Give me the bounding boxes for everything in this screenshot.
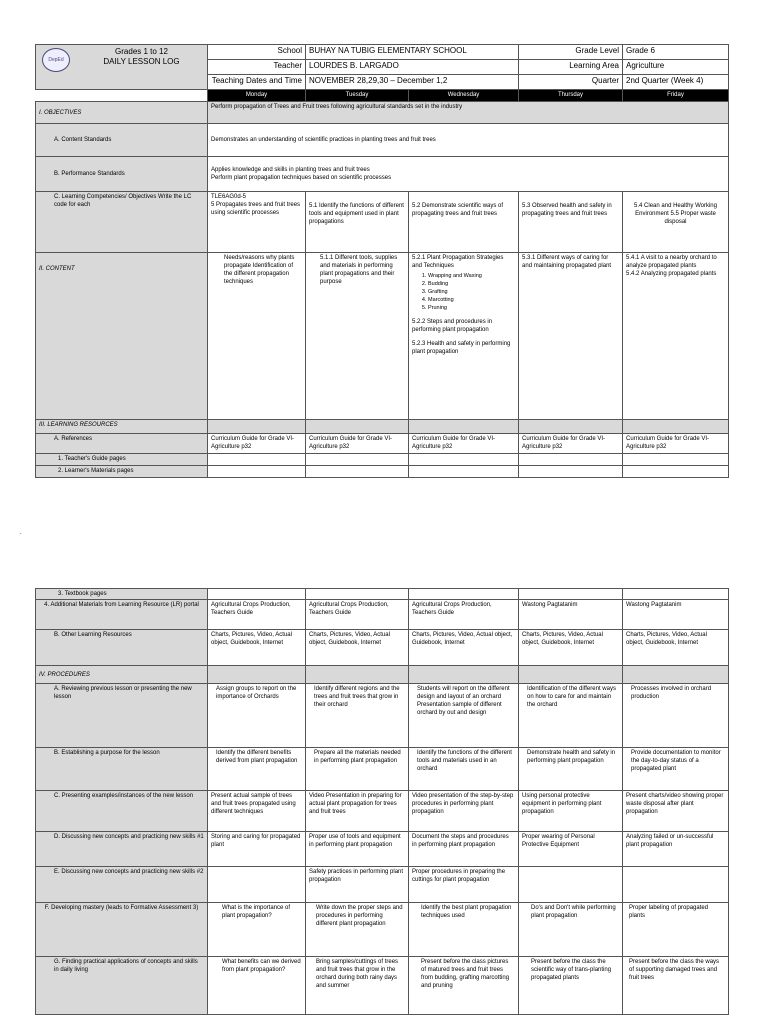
content-tuesday: 5.1.1 Different tools, supplies and materials in performing plant propagations and their purpose xyxy=(306,253,409,420)
school-value: BUHAY NA TUBIG ELEMENTARY SCHOOL xyxy=(306,45,519,60)
content-standards-label: A. Content Standards xyxy=(36,124,208,157)
competency-thursday: 5.3 Observed health and safety in propagating trees and fruit trees xyxy=(519,192,623,253)
reference-monday: Curriculum Guide for Grade VI-Agriculture p32 xyxy=(208,434,306,454)
lesson-log-table-page1 xyxy=(35,44,729,478)
procedures-label: IV. PROCEDURES xyxy=(36,666,208,684)
day-tuesday: Tuesday xyxy=(306,90,409,102)
other-wednesday: Charts, Pictures, Video, Actual object, Guidebook, Internet xyxy=(409,630,519,666)
lr-friday: Wastong Pagtatanim xyxy=(623,600,729,630)
procedure-a-monday: Assign groups to report on the importance of Orchards xyxy=(208,684,306,748)
procedure-g-label: G. Finding practical applications of concepts and skills in daily living xyxy=(36,957,208,1015)
textbook-pages-label: 3. Textbook pages xyxy=(36,589,208,600)
quarter-value: 2nd Quarter (Week 4) xyxy=(623,75,729,90)
procedure-b-tuesday: Prepare all the materials needed in performing plant propagation xyxy=(306,748,409,791)
procedure-e-monday xyxy=(208,867,306,903)
day-header-spacer xyxy=(36,90,208,102)
content-standards-text: Demonstrates an understanding of scientific practices in planting trees and fruit trees xyxy=(208,124,729,157)
procedure-c-monday: Present actual sample of trees and fruit trees propagated using different techniques xyxy=(208,791,306,832)
dll-title-line2: DAILY LESSON LOG xyxy=(103,57,180,66)
procedure-e-tuesday: Safety practices in performing plant propagation xyxy=(306,867,409,903)
performance-standards-text xyxy=(208,157,729,192)
content-thursday: 5.3.1 Different ways of caring for and maintaining propagated plant xyxy=(519,253,623,420)
procedure-a-tuesday: Identify different regions and the trees and fruit trees that grow in their orchard xyxy=(306,684,409,748)
procedure-c-friday: Present charts/video showing proper waste disposal after plant propagation xyxy=(623,791,729,832)
procedure-b-wednesday: Identify the functions of the different tools and materials used in an orchard xyxy=(409,748,519,791)
procedure-a-wednesday: Students will report on the different design and layout of an orchard Presentation sample of different orchard by out and design xyxy=(409,684,519,748)
procedure-e-friday xyxy=(623,867,729,903)
procedure-d-thursday: Proper wearing of Personal Protective Equipment xyxy=(519,832,623,867)
procedure-f-label: F. Developing mastery (leads to Formative Assessment 3) xyxy=(36,903,208,957)
day-friday: Friday xyxy=(623,90,729,102)
learning-resources-label: III. LEARNING RESOURCES xyxy=(36,420,208,434)
deped-seal-icon: DepEd xyxy=(42,48,70,72)
procedure-f-monday: What is the importance of plant propagation? xyxy=(208,903,306,957)
procedure-e-thursday xyxy=(519,867,623,903)
reference-thursday: Curriculum Guide for Grade VI-Agriculture p32 xyxy=(519,434,623,454)
technique-item: 3. Grafting xyxy=(428,288,515,296)
reference-friday: Curriculum Guide for Grade VI-Agriculture p32 xyxy=(623,434,729,454)
procedure-d-label: D. Discussing new concepts and practicing new skills #1 xyxy=(36,832,208,867)
procedure-b-label: B. Establishing a purpose for the lesson xyxy=(36,748,208,791)
other-resources-label: B. Other Learning Resources xyxy=(36,630,208,666)
procedure-g-wednesday: Present before the class pictures of matured trees and fruit trees from budding, grafting marcotting and pruning xyxy=(409,957,519,1015)
reference-tuesday: Curriculum Guide for Grade VI-Agriculture p32 xyxy=(306,434,409,454)
performance-standards-line1: Applies knowledge and skills in planting trees and fruit trees xyxy=(211,167,370,173)
objectives-label: I. OBJECTIVES xyxy=(36,102,208,124)
technique-item: 1. Wrapping and Waxing xyxy=(428,272,515,280)
procedure-g-monday: What benefits can we derived from plant propagation? xyxy=(208,957,306,1015)
procedure-f-wednesday: Identify the best plant propagation techniques used xyxy=(409,903,519,957)
lr-wednesday: Agricultural Crops Production, Teachers Guide xyxy=(409,600,519,630)
grade-level-value: Grade 6 xyxy=(623,45,729,60)
other-tuesday: Charts, Pictures, Video, Actual object, Guidebook, Internet xyxy=(306,630,409,666)
procedure-a-thursday: Identification of the different ways on how to care for and maintain the orchard xyxy=(519,684,623,748)
lr-thursday: Wastong Pagtatanim xyxy=(519,600,623,630)
content-monday: Needs/reasons why plants propagate Identification of the different propagation techniques xyxy=(208,253,306,420)
competency-monday: TLE6AG0d-5 5 Propagates trees and fruit trees using scientific processes xyxy=(208,192,306,253)
procedure-d-wednesday: Document the steps and procedures in performing plant propagation xyxy=(409,832,519,867)
lr-tuesday: Agricultural Crops Production, Teachers Guide xyxy=(306,600,409,630)
procedure-d-friday: Analyzing failed or un-successful plant propagation xyxy=(623,832,729,867)
content-wednesday xyxy=(409,253,519,420)
content-label: II. CONTENT xyxy=(36,253,208,420)
content-friday: 5.4.1 A visit to a nearby orchard to analyze propagated plants 5.4.2 Analyzing propagated plants xyxy=(623,253,729,420)
stray-mark: . xyxy=(20,530,22,536)
procedure-f-thursday: Do's and Don't while performing plant propagation xyxy=(519,903,623,957)
procedure-f-friday: Proper labeling of propagated plants xyxy=(623,903,729,957)
learning-area-value: Agriculture xyxy=(623,60,729,75)
procedure-c-wednesday: Video presentation of the step-by-step procedures in performing plant propagation xyxy=(409,791,519,832)
competency-friday: 5.4 Clean and Healthy Working Environment 5.5 Proper waste disposal xyxy=(623,192,729,253)
teaching-dates-label: Teaching Dates and Time xyxy=(208,75,306,90)
teacher-label: Teacher xyxy=(208,60,306,75)
lesson-log-table-page2 xyxy=(35,588,729,1015)
lr-monday: Agricultural Crops Production, Teachers Guide xyxy=(208,600,306,630)
technique-item: 2. Budding xyxy=(428,280,515,288)
procedure-f-tuesday: Write down the proper steps and procedures in performing different plant propagation xyxy=(306,903,409,957)
other-thursday: Charts, Pictures, Video, Actual object, Guidebook, Internet xyxy=(519,630,623,666)
procedure-b-thursday: Demonstrate health and safety in performing plant propagation xyxy=(519,748,623,791)
dll-title-block xyxy=(36,45,208,90)
other-monday: Charts, Pictures, Video, Actual object, Guidebook, Internet xyxy=(208,630,306,666)
other-friday: Charts, Pictures, Video, Actual object, Guidebook, Internet xyxy=(623,630,729,666)
teachers-guide-label: 1. Teacher's Guide pages xyxy=(36,454,208,466)
procedure-c-label: C. Presenting examples/instances of the new lesson xyxy=(36,791,208,832)
learning-area-label: Learning Area xyxy=(519,60,623,75)
technique-item: 5. Pruning xyxy=(428,304,515,312)
content-wed-p3: 5.2.3 Health and safety in performing plant propagation xyxy=(412,341,511,355)
procedure-g-friday: Present before the class the ways of supporting damaged trees and fruit trees xyxy=(623,957,729,1015)
day-thursday: Thursday xyxy=(519,90,623,102)
day-monday: Monday xyxy=(208,90,306,102)
performance-standards-line2: Perform plant propagation techniques based on scientific processes xyxy=(211,175,392,181)
quarter-label: Quarter xyxy=(519,75,623,90)
school-label: School xyxy=(208,45,306,60)
competencies-label: C. Learning Competencies/ Objectives Write the LC code for each xyxy=(36,192,208,253)
reference-wednesday: Curriculum Guide for Grade VI-Agriculture p32 xyxy=(409,434,519,454)
competency-code: TLE6AG0d-5 xyxy=(211,194,247,200)
content-wed-title: 5.2.1 Plant Propagation Strategies and Techniques xyxy=(412,255,504,269)
teacher-value: LOURDES B. LARGADO xyxy=(306,60,519,75)
day-wednesday: Wednesday xyxy=(409,90,519,102)
lr-portal-label: 4. Additional Materials from Learning Resource (LR) portal xyxy=(36,600,208,630)
propagation-techniques-list xyxy=(420,272,515,312)
dll-title-line1: Grades 1 to 12 xyxy=(115,47,168,56)
technique-item: 4. Marcotting xyxy=(428,296,515,304)
content-wed-p2: 5.2.2 Steps and procedures in performing plant propagation xyxy=(412,319,493,333)
procedure-b-friday: Provide documentation to monitor the day-to-day status of a propagated plant xyxy=(623,748,729,791)
procedure-a-friday: Processes involved in orchard production xyxy=(623,684,729,748)
competency-wednesday: 5.2 Demonstrate scientific ways of propagating trees and fruit trees xyxy=(409,192,519,253)
procedure-b-monday: Identify the different benefits derived from plant propagation xyxy=(208,748,306,791)
learners-materials-label: 2. Learner's Materials pages xyxy=(36,466,208,478)
procedure-a-label: A. Reviewing previous lesson or presenting the new lesson xyxy=(36,684,208,748)
procedure-e-label: E. Discussing new concepts and practicing new skills #2 xyxy=(36,867,208,903)
objectives-text: Perform propagation of Trees and Fruit trees following agricultural standards set in the industry xyxy=(208,102,729,124)
procedure-g-thursday: Present before the class the scientific way of trans-planting propagated plants xyxy=(519,957,623,1015)
procedure-d-monday: Storing and caring for propagated plant xyxy=(208,832,306,867)
teaching-dates-value: NOVEMBER 28,29,30 – December 1,2 xyxy=(306,75,519,90)
procedure-c-thursday: Using personal protective equipment in performing plant propagation xyxy=(519,791,623,832)
procedure-g-tuesday: Bring samples/cuttings of trees and fruit trees that grow in the orchard during both rainy days and summer xyxy=(306,957,409,1015)
competency-tuesday: 5.1 Identify the functions of different tools and equipment used in plant propagations xyxy=(306,192,409,253)
performance-standards-label: B. Performance Standards xyxy=(36,157,208,192)
procedure-e-wednesday: Proper procedures in preparing the cuttings for plant propagation xyxy=(409,867,519,903)
procedure-d-tuesday: Proper use of tools and equipment in performing plant propagation xyxy=(306,832,409,867)
procedure-c-tuesday: Video Presentation in preparing for actual plant propagation for trees and fruit trees xyxy=(306,791,409,832)
references-label: A. References xyxy=(36,434,208,454)
grade-level-label: Grade Level xyxy=(519,45,623,60)
